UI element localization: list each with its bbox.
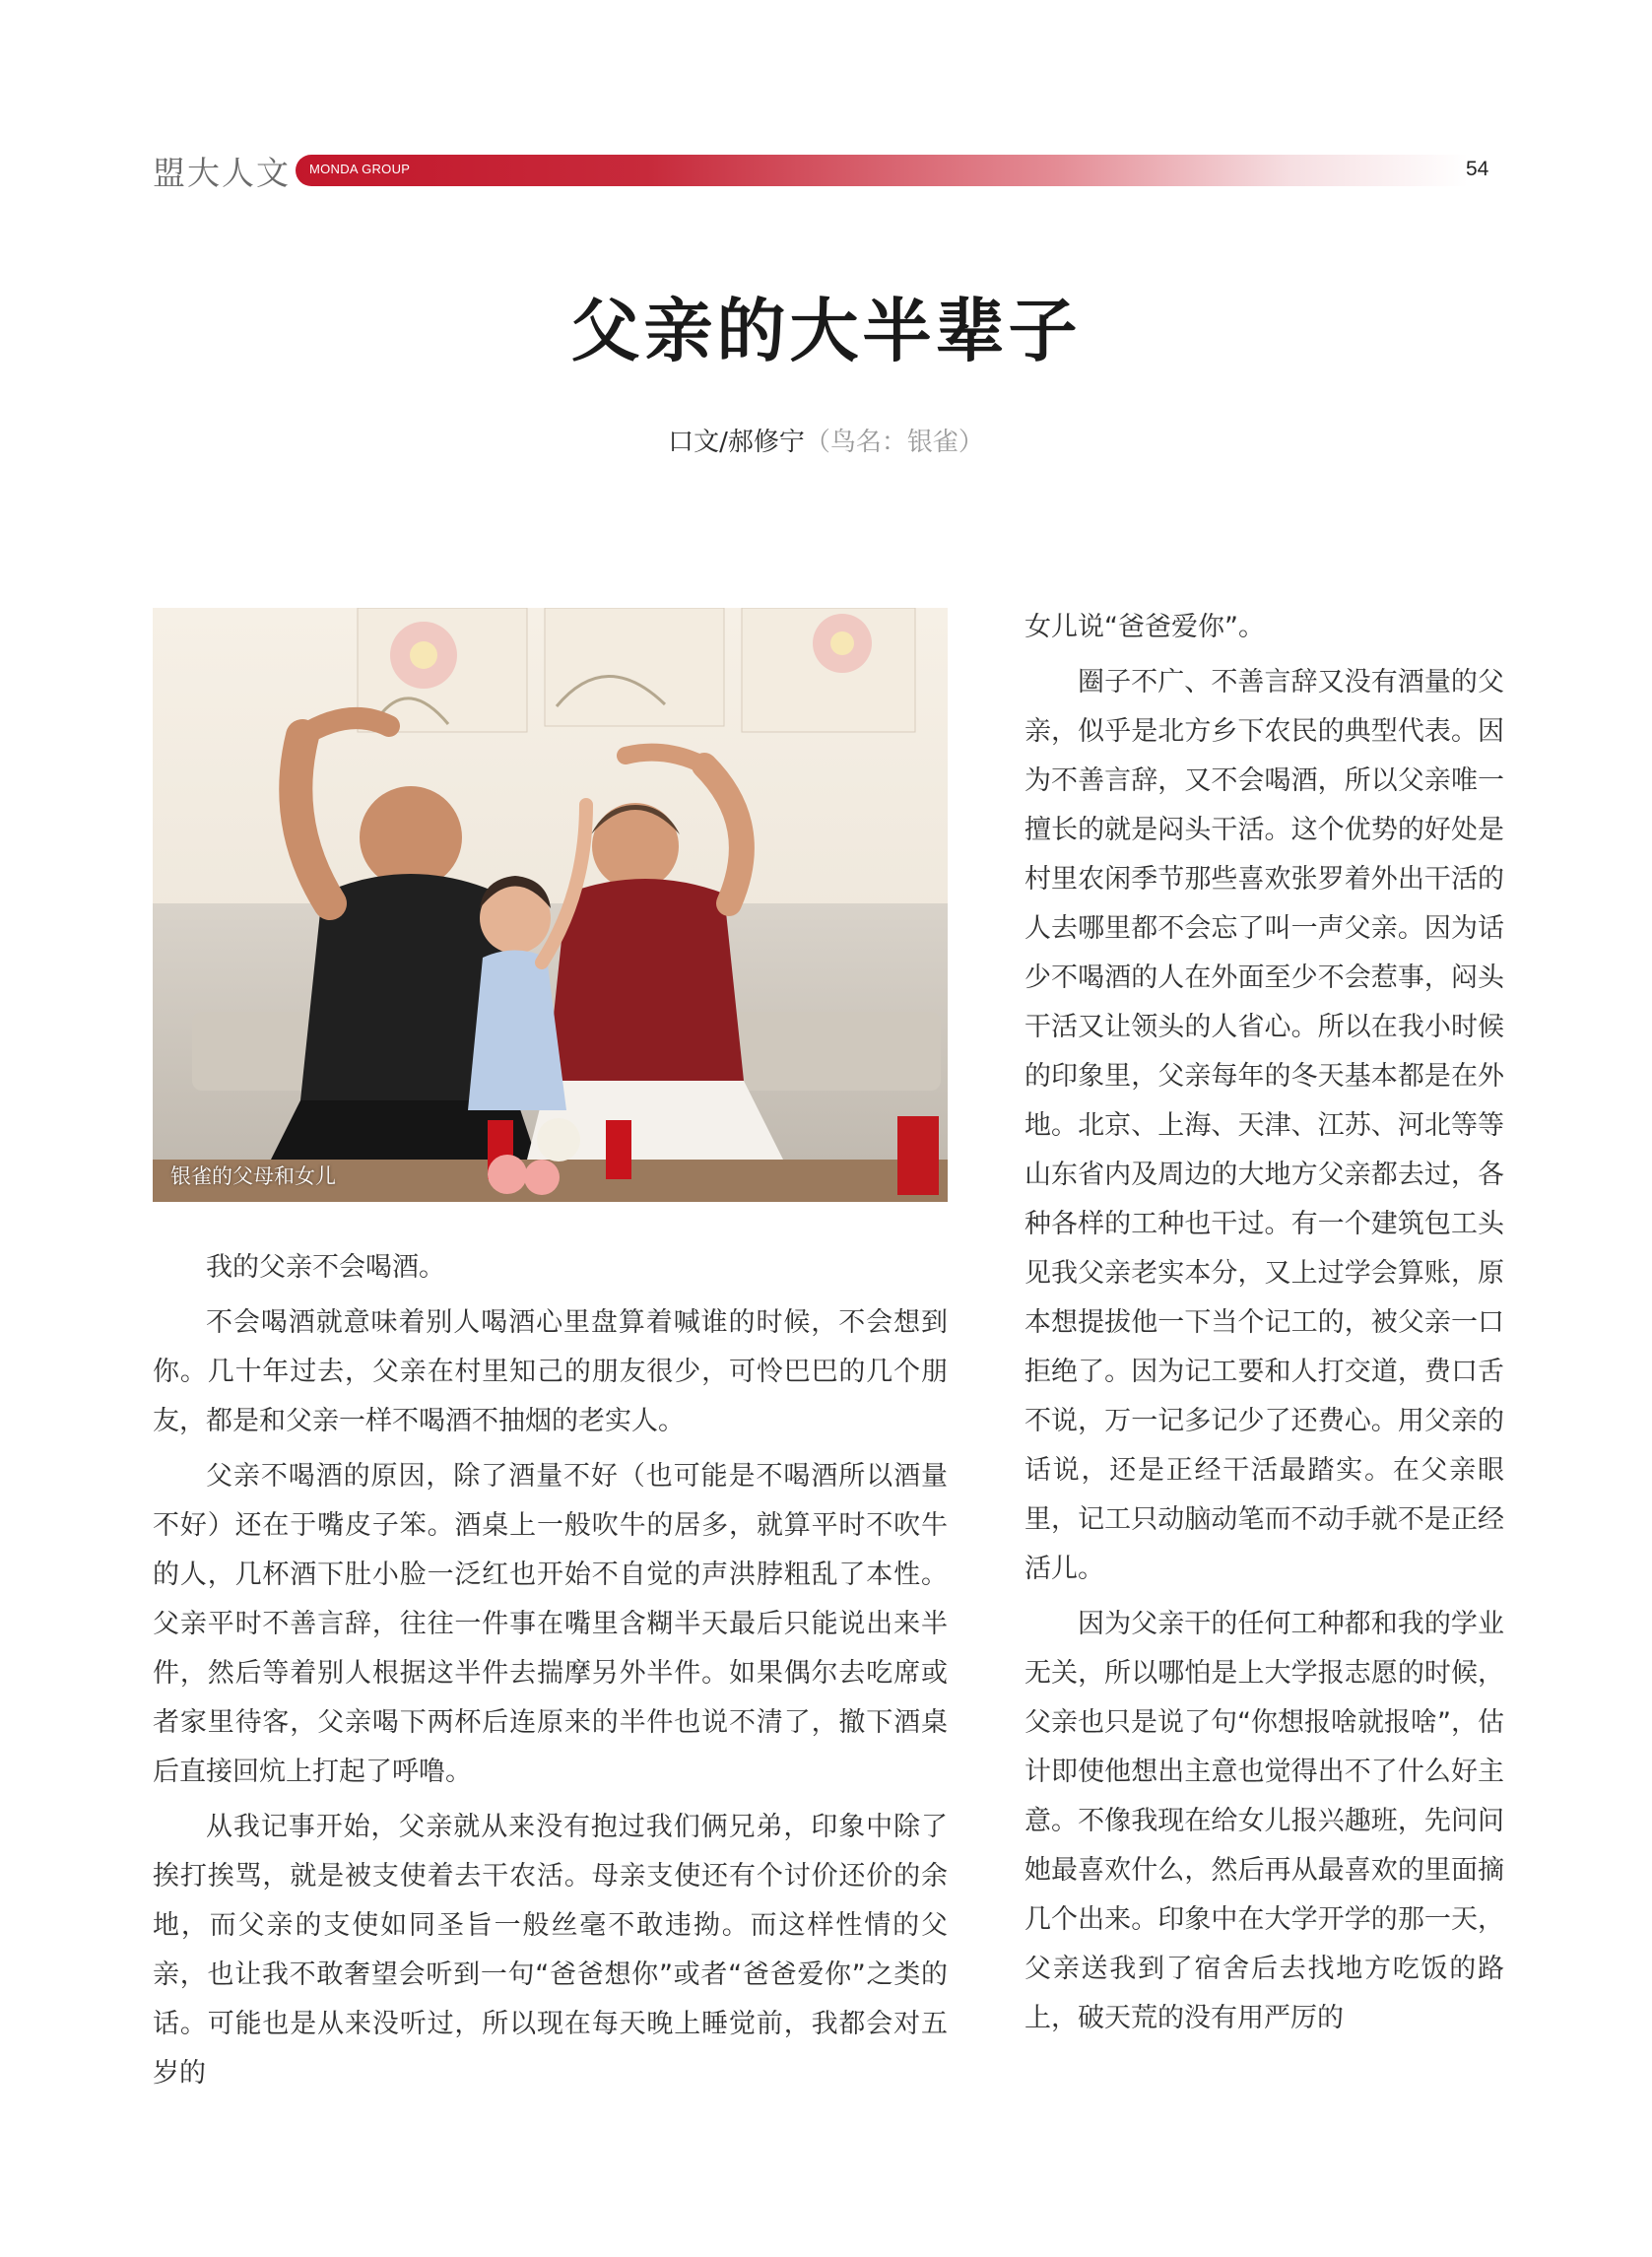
byline-author: 口文/郝修宁: [668, 428, 805, 457]
paragraph: 我的父亲不会喝酒。: [206, 1252, 445, 1283]
page-header: [0, 0, 1652, 217]
page-number: 54: [1466, 158, 1489, 180]
byline-pen-name: （鸟名：银雀）: [804, 428, 984, 457]
photo-caption: 银雀的父母和女儿: [170, 1164, 336, 1188]
left-column: [153, 1243, 948, 2104]
paragraph: 从我记事开始，父亲就从来没有抱过我们俩兄弟，印象中除了挨打挨骂，就是被支使着去干农活。母亲支使还有个讨价还价的余地，而父亲的支使如同圣旨一般丝毫不敢违拗。而这样性情的父亲，也让我不敢奢望会听到一句“爸爸想你”或者“爸爸爱你”之类的话。可能也是从来没听过，所以现在每天晚上睡觉前，我都会对五岁的: [153, 1812, 948, 2089]
family-photo: [153, 608, 948, 1202]
paragraph: 父亲不喝酒的原因，除了酒量不好（也可能是不喝酒所以酒量不好）还在于嘴皮子笨。酒桌上一般吹牛的居多，就算平时不吹牛的人，几杯酒下肚小脸一泛红也开始不自觉的声洪脖粗乱了本性。父亲平时不善言辞，往往一件事在嘴里含糊半天最后只能说出来半件，然后等着别人根据这半件去揣摩另外半件。如果偶尔去吃席或者家里待客，父亲喝下两杯后连原来的半件也说不清了，撤下酒桌后直接回炕上打起了呼噜。: [153, 1461, 948, 1787]
header-red-band: [296, 155, 1468, 186]
article-title: 父亲的大半辈子: [570, 291, 1082, 371]
column-name: 盟大人文: [153, 154, 291, 192]
paragraph: 不会喝酒就意味着别人喝酒心里盘算着喊谁的时候，不会想到你。几十年过去，父亲在村里知己的朋友很少，可怜巴巴的几个朋友，都是和父亲一样不喝酒不抽烟的老实人。: [153, 1307, 948, 1436]
byline: [0, 422, 1652, 458]
family-photo-illustration: [153, 608, 948, 1202]
paragraph-continuation: 女儿说“爸爸爱你”。: [1024, 612, 1265, 642]
right-column: [1024, 603, 1504, 2049]
paragraph: 因为父亲干的任何工种都和我的学业无关，所以哪怕是上大学报志愿的时候，父亲也只是说了句“你想报啥就报啥”，估计即使他想出主意也觉得出不了什么好主意。不像我现在给女儿报兴趣班，先问问她最喜欢什么，然后再从最喜欢的里面摘几个出来。印象中在大学开学的那一天，父亲送我到了宿舍后去找地方吃饭的路上，破天荒的没有用严厉的: [1024, 1609, 1504, 2033]
band-label: MONDA GROUP: [309, 162, 411, 176]
paragraph: 圈子不广、不善言辞又没有酒量的父亲，似乎是北方乡下农民的典型代表。因为不善言辞，又不会喝酒，所以父亲唯一擅长的就是闷头干活。这个优势的好处是村里农闲季节那些喜欢张罗着外出干活的人去哪里都不会忘了叫一声父亲。因为话少不喝酒的人在外面至少不会惹事，闷头干活又让领头的人省心。所以在我小时候的印象里，父亲每年的冬天基本都是在外地。北京、上海、天津、江苏、河北等等山东省内及周边的大地方父亲都去过，各种各样的工种也干过。有一个建筑包工头见我父亲老实本分，又上过学会算账，原本想提拔他一下当个记工的，被父亲一口拒绝了。因为记工要和人打交道，费口舌不说，万一记多记少了还费心。用父亲的话说，还是正经干活最踏实。在父亲眼里，记工只动脑动笔而不动手就不是正经活儿。: [1024, 667, 1504, 1584]
